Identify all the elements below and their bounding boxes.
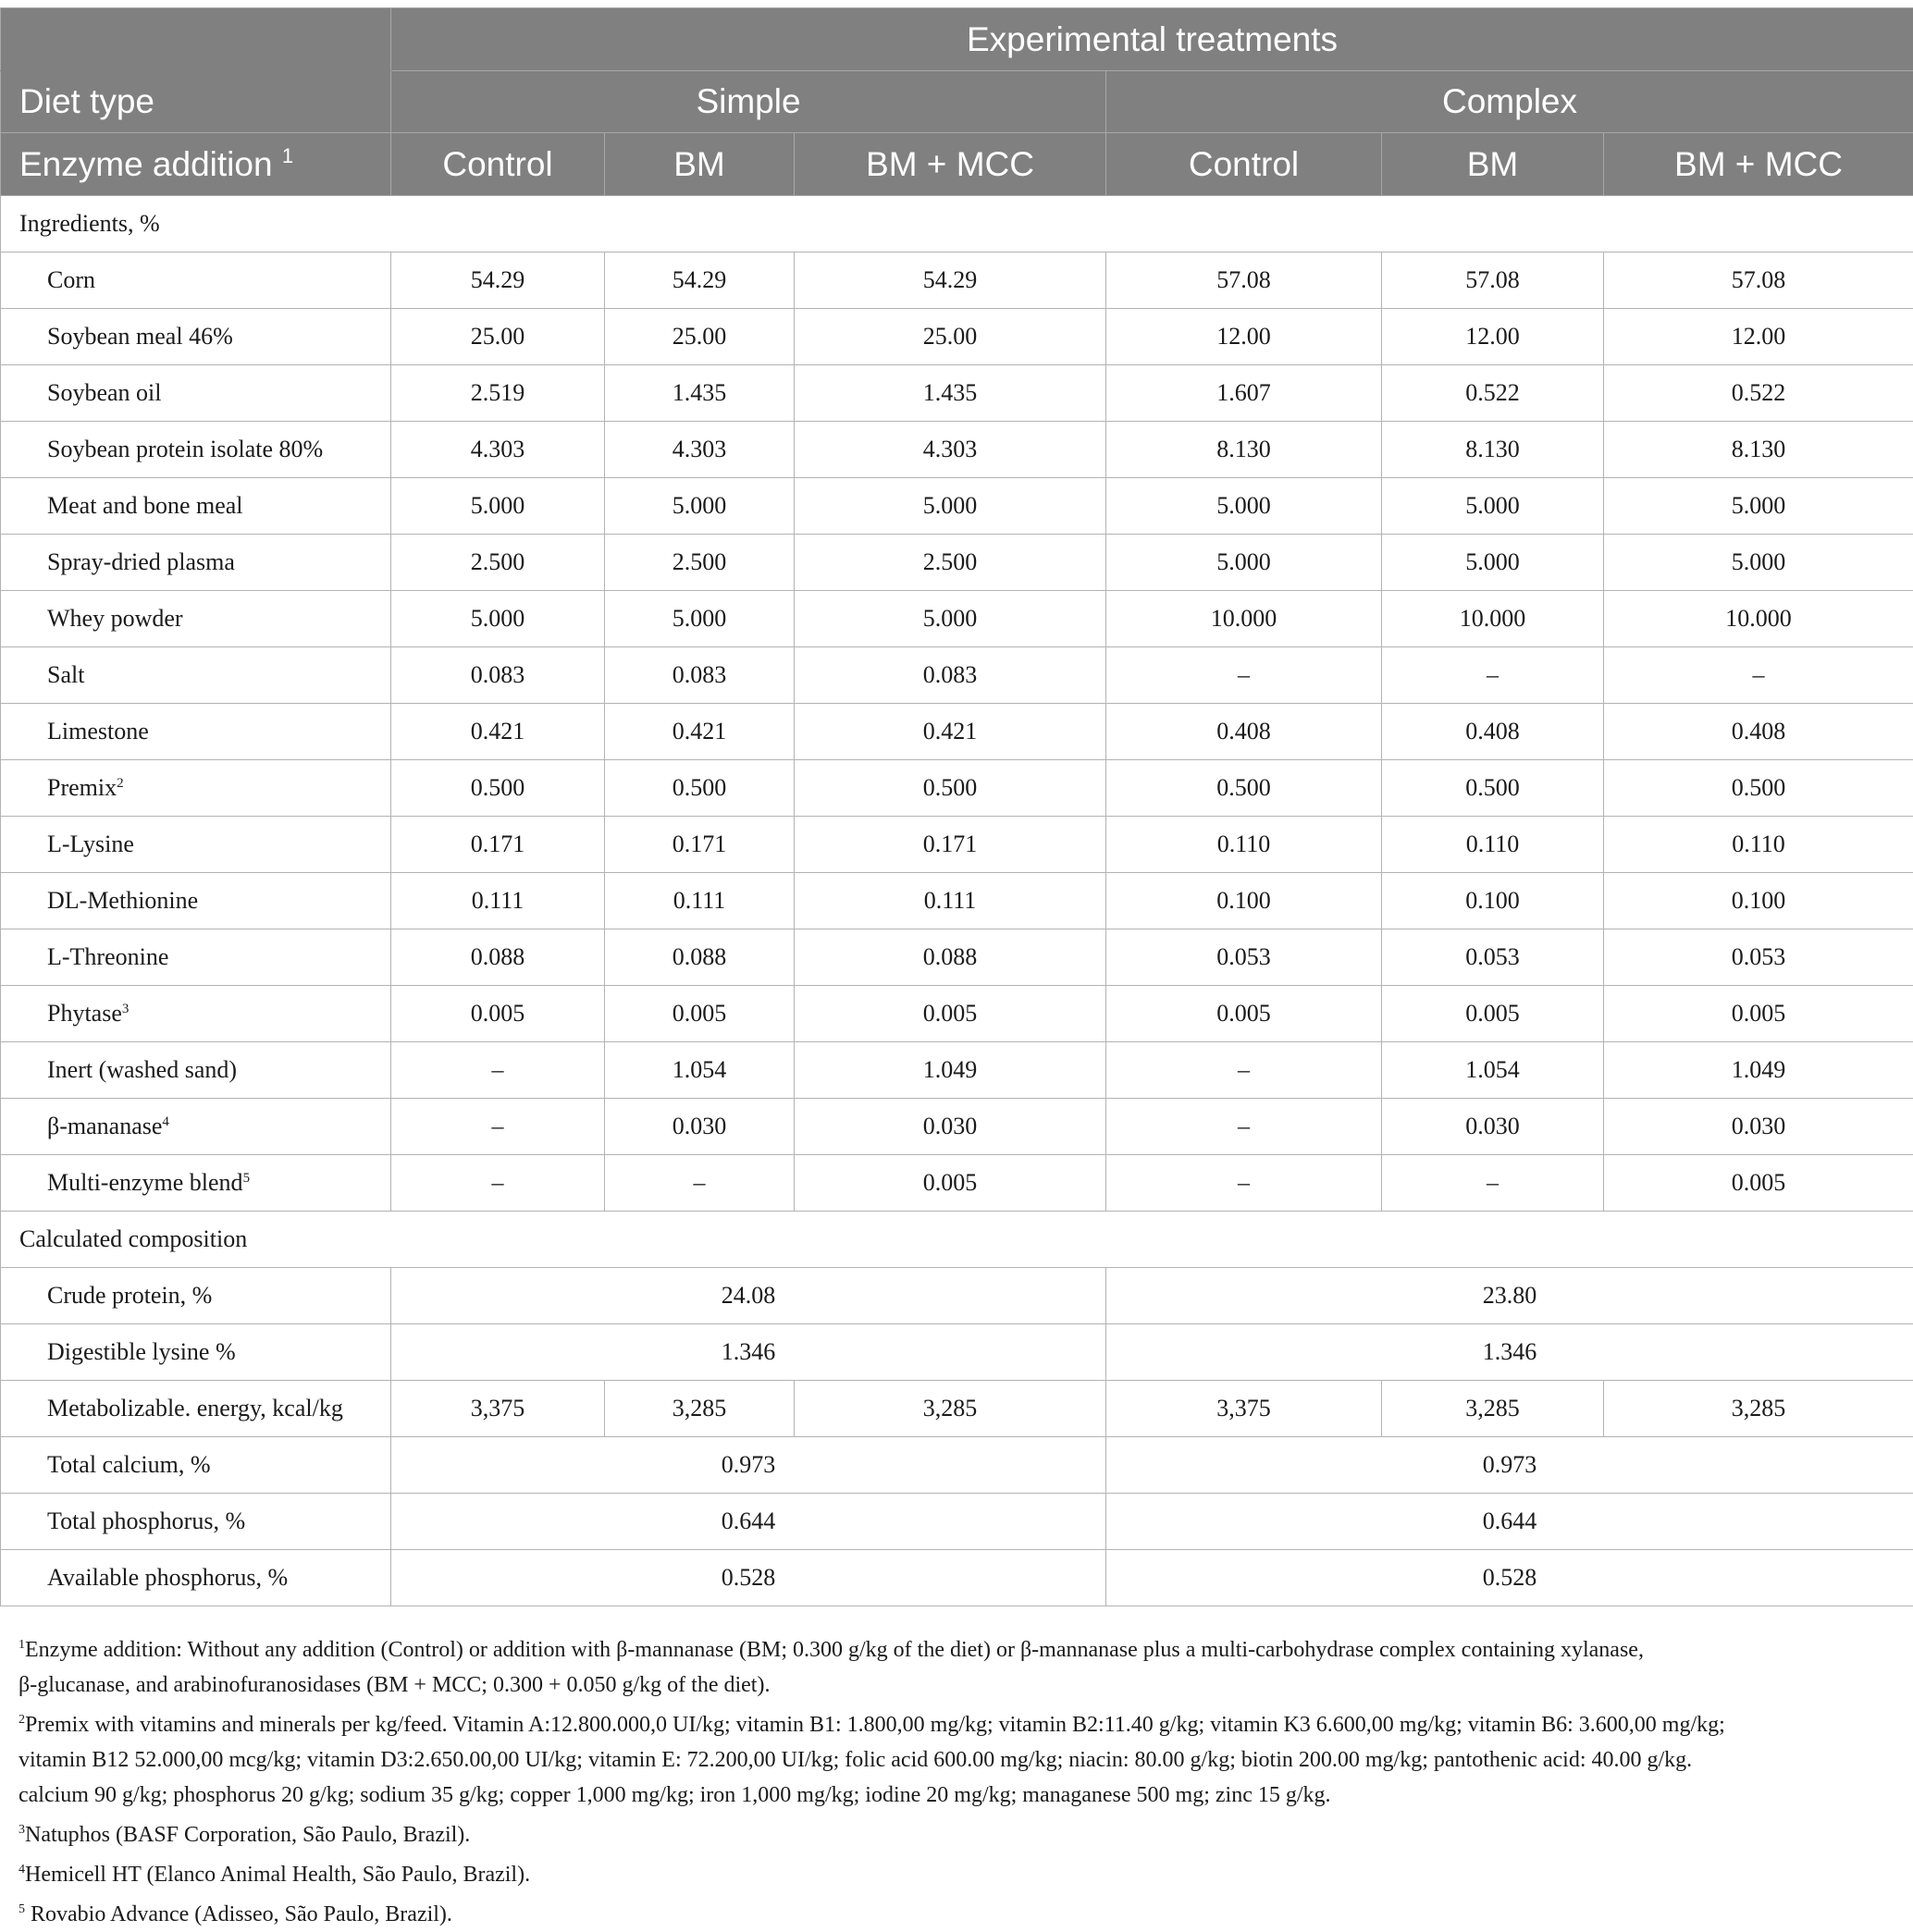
treatment-header: BM + MCC <box>1604 133 1913 196</box>
table-cell: 5.000 <box>1382 535 1604 591</box>
diet-type-label: Diet type <box>1 71 391 133</box>
table-row <box>1 647 1913 704</box>
table-cell: 0.088 <box>605 929 795 986</box>
table-cell: – <box>605 1155 795 1212</box>
enzyme-addition-text: Enzyme addition <box>19 145 273 183</box>
table-cell: 0.053 <box>1106 929 1382 986</box>
footnote-line <box>19 1703 1906 1742</box>
table-cell: 57.08 <box>1106 252 1382 309</box>
table-row <box>1 478 1913 535</box>
table-cell: 5.000 <box>605 591 795 647</box>
row-label: Crude protein, % <box>1 1268 391 1324</box>
table-cell: 8.130 <box>1106 422 1382 478</box>
table-cell: 5.000 <box>1604 478 1913 535</box>
row-label-text: Salt <box>47 661 84 688</box>
table-cell: 57.08 <box>1604 252 1913 309</box>
table-cell: 0.408 <box>1382 704 1604 760</box>
row-label <box>1 309 391 365</box>
treatment-header: BM <box>605 133 795 196</box>
footnote-line <box>19 1628 1906 1667</box>
row-label-text: DL-Methionine <box>47 887 198 914</box>
row-label <box>1 422 391 478</box>
footnotes <box>19 1628 1906 1932</box>
table-cell: 1.049 <box>1604 1042 1913 1099</box>
table-cell: 1.054 <box>605 1042 795 1099</box>
table-row <box>1 1324 1913 1381</box>
table-row <box>1 591 1913 647</box>
table-row <box>1 252 1913 309</box>
table-cell: – <box>391 1155 605 1212</box>
row-label <box>1 873 391 929</box>
table-cell: 5.000 <box>391 591 605 647</box>
footnote-ref: 2 <box>117 776 124 791</box>
table-cell: 0.421 <box>605 704 795 760</box>
table-cell: 0.005 <box>1604 986 1913 1042</box>
section-row <box>1 196 1913 252</box>
table-row <box>1 365 1913 422</box>
table-row <box>1 535 1913 591</box>
table-cell: 0.088 <box>391 929 605 986</box>
table-cell: 5.000 <box>1604 535 1913 591</box>
table-row <box>1 422 1913 478</box>
table-cell: 3,375 <box>391 1381 605 1437</box>
table-cell: 2.500 <box>391 535 605 591</box>
footnote-text: Enzyme addition: Without any addition (Control) or addition with β-mannanase (BM; 0.300 g/kg of the diet) or β-mannanase plus a multi-carbohydrase complex containing xylanase, <box>25 1638 1644 1662</box>
table-cell: 0.053 <box>1382 929 1604 986</box>
footnote-marker: 5 <box>19 1902 25 1916</box>
row-label-text: Multi-enzyme blend <box>47 1169 243 1196</box>
header-corner <box>1 8 391 71</box>
row-label: Available phosphorus, % <box>1 1550 391 1606</box>
table-cell: 0.005 <box>1382 986 1604 1042</box>
row-label <box>1 704 391 760</box>
footnote-line <box>19 1892 1906 1932</box>
row-label <box>1 986 391 1042</box>
footnote-ref: 3 <box>122 1002 130 1016</box>
table-cell: 0.522 <box>1382 365 1604 422</box>
footnote-ref: 1 <box>282 144 293 167</box>
table-cell: 5.000 <box>795 478 1106 535</box>
table-cell: 5.000 <box>605 478 795 535</box>
table-cell: 0.110 <box>1382 817 1604 873</box>
row-label-text: Spray-dried plasma <box>47 548 235 575</box>
table-cell: 0.500 <box>795 760 1106 817</box>
row-label-text: Whey powder <box>47 605 183 632</box>
table-cell: 0.005 <box>391 986 605 1042</box>
row-label <box>1 929 391 986</box>
table-header <box>1 8 1913 196</box>
footnote-text: Rovabio Advance (Adisseo, São Paulo, Brazil). <box>25 1902 452 1926</box>
table-cell: – <box>1106 1099 1382 1155</box>
table-cell: 10.000 <box>1382 591 1604 647</box>
table-row <box>1 704 1913 760</box>
table-cell: 3,375 <box>1106 1381 1382 1437</box>
table-cell: 0.500 <box>1382 760 1604 817</box>
table-cell: 12.00 <box>1106 309 1382 365</box>
row-label-text: L-Threonine <box>47 943 168 970</box>
table-cell: – <box>1382 1155 1604 1212</box>
section-title: Ingredients, % <box>1 196 1913 252</box>
table-cell: 0.111 <box>795 873 1106 929</box>
table-cell: 0.408 <box>1106 704 1382 760</box>
table-cell: 0.408 <box>1604 704 1913 760</box>
footnote-line <box>19 1742 1906 1778</box>
table-cell: 3,285 <box>1382 1381 1604 1437</box>
treatment-header: Control <box>1106 133 1382 196</box>
table-cell: 54.29 <box>605 252 795 309</box>
table-row <box>1 1268 1913 1324</box>
table-cell: 0.005 <box>795 986 1106 1042</box>
table-cell: 0.030 <box>605 1099 795 1155</box>
section-row <box>1 1212 1913 1268</box>
table-cell: 0.100 <box>1604 873 1913 929</box>
table-cell: 0.500 <box>1106 760 1382 817</box>
row-label-text: Meat and bone meal <box>47 492 243 519</box>
footnote-marker: 1 <box>19 1638 25 1652</box>
footnote-line <box>19 1852 1906 1892</box>
diet-composition-table <box>0 7 1913 1606</box>
footnote-marker: 2 <box>19 1713 25 1727</box>
table-cell: 5.000 <box>1106 535 1382 591</box>
table-row <box>1 873 1913 929</box>
table-row <box>1 1550 1913 1606</box>
table-row <box>1 1042 1913 1099</box>
table-body <box>1 196 1913 1606</box>
table-cell: 5.000 <box>1106 478 1382 535</box>
table-cell: 0.500 <box>391 760 605 817</box>
table-cell-simple: 0.528 <box>391 1550 1106 1606</box>
table-cell-complex: 0.973 <box>1106 1437 1913 1494</box>
table-cell: 0.083 <box>795 647 1106 704</box>
table-cell: 3,285 <box>1604 1381 1913 1437</box>
row-label <box>1 535 391 591</box>
table-cell: 0.030 <box>1382 1099 1604 1155</box>
footnote-text: Hemicell HT (Elanco Animal Health, São Paulo, Brazil). <box>25 1863 530 1887</box>
table-cell-complex: 23.80 <box>1106 1268 1913 1324</box>
row-label <box>1 760 391 817</box>
table-cell: 1.607 <box>1106 365 1382 422</box>
table-cell: 10.000 <box>1604 591 1913 647</box>
row-label: Total phosphorus, % <box>1 1494 391 1550</box>
table-cell: 0.053 <box>1604 929 1913 986</box>
enzyme-addition-label <box>1 133 391 196</box>
table-row <box>1 817 1913 873</box>
table-cell: 0.500 <box>1604 760 1913 817</box>
table-cell: 0.005 <box>795 1155 1106 1212</box>
row-label <box>1 252 391 309</box>
table-cell: 4.303 <box>391 422 605 478</box>
table-cell: 2.519 <box>391 365 605 422</box>
table-row <box>1 986 1913 1042</box>
table-cell: 1.054 <box>1382 1042 1604 1099</box>
table-cell: – <box>391 1099 605 1155</box>
table-cell: 0.111 <box>605 873 795 929</box>
row-label-text: β-mananase <box>47 1113 162 1139</box>
row-label-text: L-Lysine <box>47 831 134 857</box>
table-cell: 0.421 <box>795 704 1106 760</box>
table-cell: – <box>1604 647 1913 704</box>
table-cell: 12.00 <box>1604 309 1913 365</box>
table-cell: 1.049 <box>795 1042 1106 1099</box>
table-cell-simple: 1.346 <box>391 1324 1106 1381</box>
table-cell: 0.421 <box>391 704 605 760</box>
footnote-line <box>19 1667 1906 1703</box>
table-cell: 25.00 <box>605 309 795 365</box>
table-row <box>1 1099 1913 1155</box>
row-label: Total calcium, % <box>1 1437 391 1494</box>
row-label <box>1 478 391 535</box>
table-cell: 0.100 <box>1106 873 1382 929</box>
row-label-text: Soybean oil <box>47 379 162 406</box>
treatment-header: BM <box>1382 133 1604 196</box>
table-cell-simple: 0.973 <box>391 1437 1106 1494</box>
row-label-text: Corn <box>47 266 95 293</box>
table-cell: 0.100 <box>1382 873 1604 929</box>
table-cell: 0.005 <box>605 986 795 1042</box>
table-cell: 5.000 <box>1382 478 1604 535</box>
row-label-text: Premix <box>47 774 117 801</box>
table-cell: – <box>1382 647 1604 704</box>
footnote-marker: 4 <box>19 1863 25 1877</box>
table-cell: 0.083 <box>605 647 795 704</box>
row-label-text: Soybean protein isolate 80% <box>47 436 323 462</box>
table-cell: – <box>1106 1042 1382 1099</box>
table-cell: 0.088 <box>795 929 1106 986</box>
table-row <box>1 1494 1913 1550</box>
group-complex-header: Complex <box>1106 71 1913 133</box>
table-row <box>1 760 1913 817</box>
footnote-line <box>19 1813 1906 1852</box>
table-cell: 0.171 <box>391 817 605 873</box>
table-cell: 2.500 <box>795 535 1106 591</box>
table-cell: 0.171 <box>605 817 795 873</box>
row-label: Digestible lysine % <box>1 1324 391 1381</box>
table-cell: 3,285 <box>605 1381 795 1437</box>
table-cell: 0.110 <box>1604 817 1913 873</box>
row-label <box>1 1155 391 1212</box>
table-cell: – <box>1106 1155 1382 1212</box>
footnote-ref: 4 <box>162 1114 169 1129</box>
table-cell: 5.000 <box>795 591 1106 647</box>
table-cell: 4.303 <box>605 422 795 478</box>
table-cell-complex: 0.528 <box>1106 1550 1913 1606</box>
experimental-treatments-header: Experimental treatments <box>391 8 1913 71</box>
row-label-text: Inert (washed sand) <box>47 1056 237 1083</box>
row-label-text: Soybean meal 46% <box>47 323 233 350</box>
table-cell: 0.111 <box>391 873 605 929</box>
table-cell: 0.171 <box>795 817 1106 873</box>
table-cell: 2.500 <box>605 535 795 591</box>
table-cell: 4.303 <box>795 422 1106 478</box>
table-row <box>1 1381 1913 1437</box>
group-simple-header: Simple <box>391 71 1106 133</box>
table-cell: – <box>391 1042 605 1099</box>
table-cell: 0.005 <box>1106 986 1382 1042</box>
table-cell: 8.130 <box>1604 422 1913 478</box>
treatment-header: Control <box>391 133 605 196</box>
footnote-text: Premix with vitamins and minerals per kg/feed. Vitamin A:12.800.000,0 UI/kg; vitamin B1: 1.800,00 mg/kg; vitamin B2:11.40 g/kg; vitamin K3 6.600,00 mg/kg; vitamin B6: 3.600,00 mg/kg; <box>25 1713 1725 1737</box>
table-cell: 1.435 <box>605 365 795 422</box>
table-cell: – <box>1106 647 1382 704</box>
table-cell-complex: 1.346 <box>1106 1324 1913 1381</box>
section-title: Calculated composition <box>1 1212 1913 1268</box>
table-cell: 1.435 <box>795 365 1106 422</box>
footnote-text: β-glucanase, and arabinofuranosidases (BM + MCC; 0.300 + 0.050 g/kg of the diet). <box>19 1673 770 1697</box>
table-cell: 5.000 <box>391 478 605 535</box>
table-cell-complex: 0.644 <box>1106 1494 1913 1550</box>
row-label <box>1 817 391 873</box>
table-cell: 25.00 <box>795 309 1106 365</box>
row-label <box>1 1099 391 1155</box>
table-page <box>0 7 1913 1606</box>
table-cell: 10.000 <box>1106 591 1382 647</box>
table-cell: 54.29 <box>391 252 605 309</box>
table-row <box>1 1437 1913 1494</box>
footnote-text: vitamin B12 52.000,00 mcg/kg; vitamin D3:2.650.00,00 UI/kg; vitamin E: 72.200,00 UI/kg; folic acid 600.00 mg/kg; niacin: 80.00 g/kg; biotin 200.00 mg/kg; pantothenic acid: 40.00 g/kg. <box>19 1748 1692 1772</box>
row-label: Metabolizable. energy, kcal/kg <box>1 1381 391 1437</box>
table-row <box>1 929 1913 986</box>
treatment-header: BM + MCC <box>795 133 1106 196</box>
table-cell: 0.083 <box>391 647 605 704</box>
row-label-text: Phytase <box>47 1000 122 1027</box>
table-cell: 12.00 <box>1382 309 1604 365</box>
row-label-text: Limestone <box>47 718 149 744</box>
table-row <box>1 309 1913 365</box>
table-row <box>1 1155 1913 1212</box>
table-cell-simple: 0.644 <box>391 1494 1106 1550</box>
table-cell: 54.29 <box>795 252 1106 309</box>
table-cell: 0.110 <box>1106 817 1382 873</box>
table-cell: 57.08 <box>1382 252 1604 309</box>
footnote-ref: 5 <box>243 1171 251 1186</box>
table-cell: 0.030 <box>1604 1099 1913 1155</box>
table-cell: 3,285 <box>795 1381 1106 1437</box>
footnote-line <box>19 1778 1906 1813</box>
row-label <box>1 647 391 704</box>
table-cell: 25.00 <box>391 309 605 365</box>
table-cell-simple: 24.08 <box>391 1268 1106 1324</box>
footnote-text: calcium 90 g/kg; phosphorus 20 g/kg; sodium 35 g/kg; copper 1,000 mg/kg; iron 1,000 mg/kg; iodine 20 mg/kg; managanese 500 mg; zinc 15 g/kg. <box>19 1783 1331 1807</box>
table-cell: 0.500 <box>605 760 795 817</box>
table-cell: 0.005 <box>1604 1155 1913 1212</box>
row-label <box>1 1042 391 1099</box>
table-cell: 0.030 <box>795 1099 1106 1155</box>
footnote-marker: 3 <box>19 1823 25 1837</box>
row-label <box>1 591 391 647</box>
row-label <box>1 365 391 422</box>
table-cell: 8.130 <box>1382 422 1604 478</box>
footnote-text: Natuphos (BASF Corporation, São Paulo, Brazil). <box>25 1823 470 1847</box>
table-cell: 0.522 <box>1604 365 1913 422</box>
